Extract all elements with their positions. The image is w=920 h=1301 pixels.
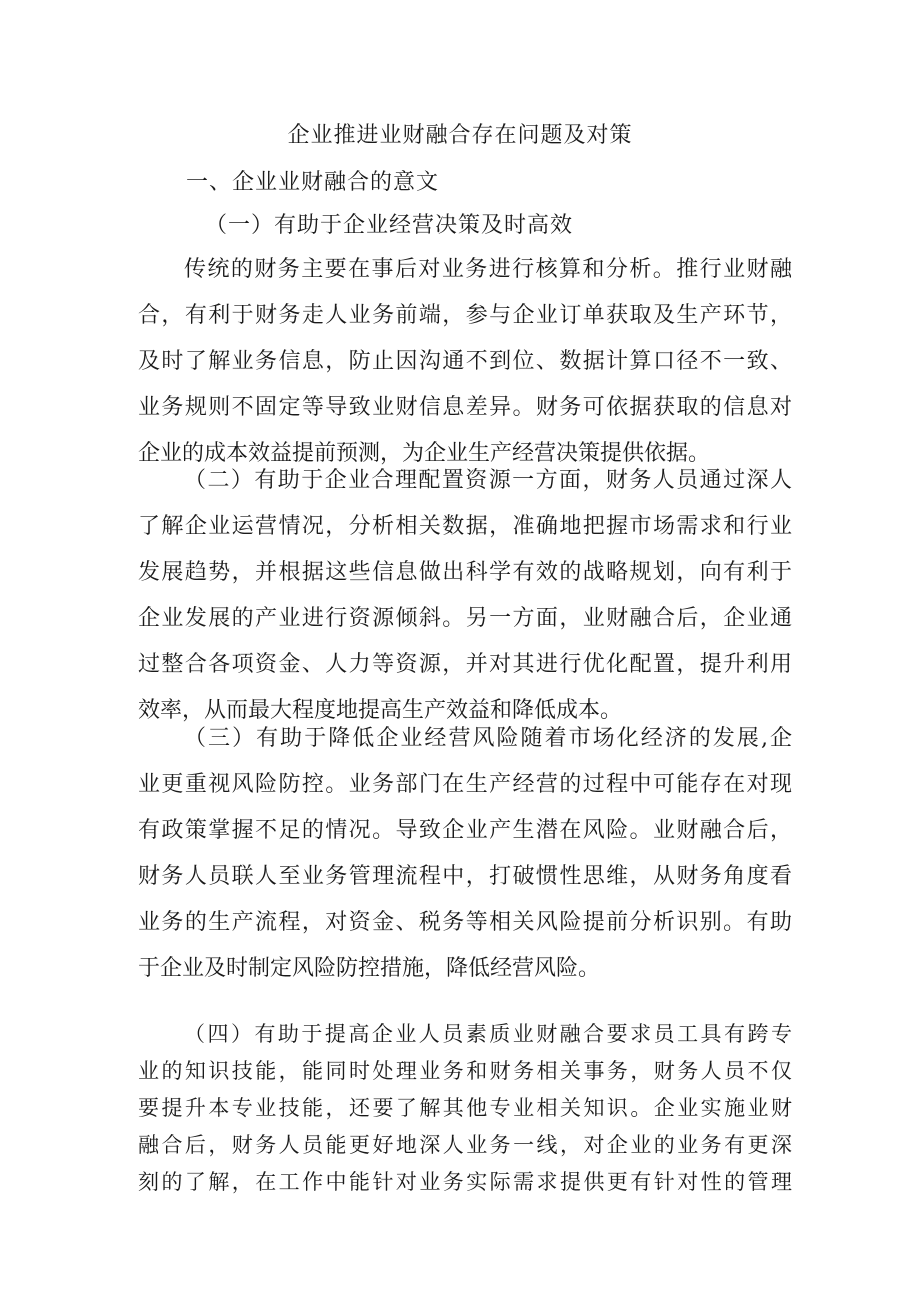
paragraph-3: [138, 716, 792, 992]
paragraph-line: 要提升本专业技能，还要了解其他专业相关知识。企业实施业财: [138, 1096, 792, 1120]
subsection-heading: （一）有助于企业经营决策及时高效: [205, 213, 574, 238]
paragraph-line: 刻的了解，在工作中能针对业务实际需求提供更有针对性的管理: [138, 1170, 792, 1194]
paragraph-line: 及时了解业务信息，防止因沟通不到位、数据计算口径不一致、: [138, 349, 792, 374]
paragraph-line: （四）有助于提高企业人员素质业财融合要求员工具有跨专: [184, 1022, 792, 1046]
section-heading: 一、企业业财融合的意文: [186, 170, 440, 195]
paragraph-line: 合，有利于财务走人业务前端，参与企业订单获取及生产环节，: [138, 303, 792, 328]
paragraph-4: [138, 1016, 792, 1201]
paragraph-line: 业务的生产流程，对资金、税务等相关风险提前分析识别。有助: [138, 910, 792, 935]
paragraph-line: 企业的成本效益提前预测，为企业生产经营决策提供依据。: [138, 441, 711, 466]
paragraph-line: 企业发展的产业进行资源倾斜。另一方面，业财融合后，企业通: [138, 606, 792, 631]
paragraph-2: [138, 458, 792, 734]
paragraph-line: （二）有助于企业合理配置资源一方面，财务人员通过深人: [184, 468, 792, 493]
paragraph-line: 业务规则不固定等导致业财信息差异。财务可依据获取的信息对: [138, 395, 792, 420]
paragraph-line: （三）有助于降低企业经营风险随着市场化经济的发展,企: [184, 726, 792, 751]
paragraph-line: 传统的财务主要在事后对业务进行核算和分析。推行业财融: [184, 257, 792, 282]
paragraph-line: 有政策掌握不足的情况。导致企业产生潜在风险。业财融合后，: [138, 818, 792, 843]
paragraph-line: 财务人员联人至业务管理流程中，打破惯性思维，从财务角度看: [138, 864, 792, 889]
document-title: 企业推进业财融合存在问题及对策: [287, 123, 633, 148]
paragraph-line: 于企业及时制定风险防控措施，降低经营风险。: [138, 956, 601, 981]
paragraph-line: 效率，从而最大程度地提高生产效益和降低成本。: [138, 698, 623, 723]
paragraph-line: 融合后，财务人员能更好地深人业务一线，对企业的业务有更深: [138, 1133, 792, 1157]
paragraph-line: 业的知识技能，能同时处理业务和财务相关事务，财务人员不仅: [138, 1059, 792, 1083]
paragraph-line: 了解企业运营情况，分析相关数据，准确地把握市场需求和行业: [138, 514, 792, 539]
paragraph-line: 业更重视风险防控。业务部门在生产经营的过程中可能存在对现: [138, 772, 792, 797]
paragraph-1: [138, 247, 792, 477]
paragraph-line: 发展趋势，并根据这些信息做出科学有效的战略规划，向有利于: [138, 560, 792, 585]
paragraph-line: 过整合各项资金、人力等资源，并对其进行优化配置，提升利用: [138, 652, 792, 677]
